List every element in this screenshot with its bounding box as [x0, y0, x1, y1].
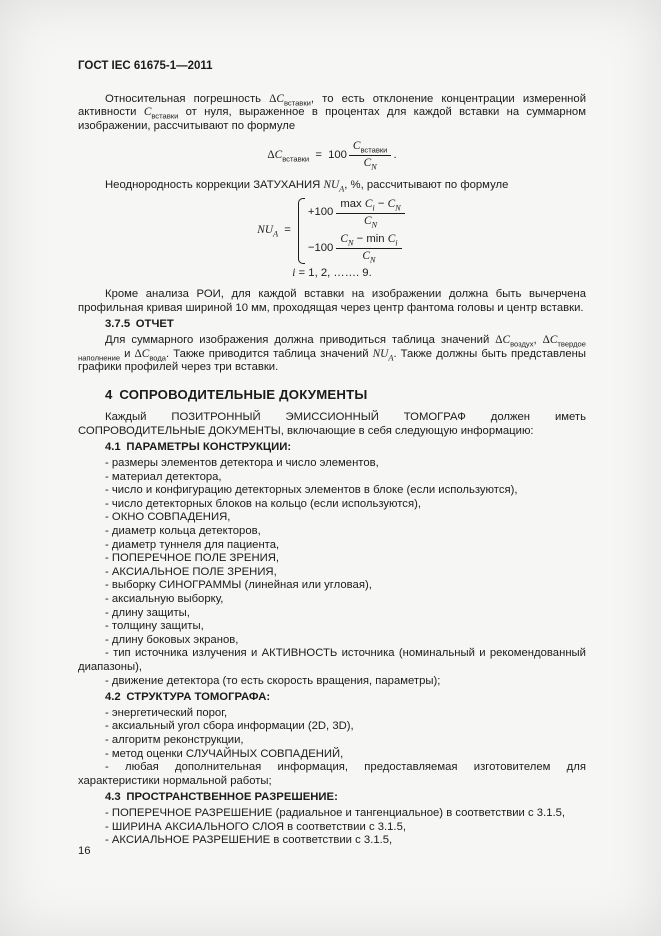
- list-item: - ПОПЕРЕЧНОЕ ПОЛЕ ЗРЕНИЯ,: [105, 552, 280, 565]
- case-min: −100 $\frac{C_N - \min C_i}{C_N}$: [308, 233, 407, 263]
- math-delta: Δ: [267, 149, 275, 162]
- list-design-parameters: [78, 457, 586, 688]
- text-run: от нуля, выраженное в процентах для каждой вставки на суммарном изображении, рассчитывают по формуле: [78, 106, 586, 132]
- formula-nu-attenuation: [78, 198, 586, 263]
- subscript: вставки: [283, 97, 311, 107]
- numerator: $C_{вставки}$: [349, 140, 392, 156]
- page-content: [78, 60, 586, 848]
- formula-lhs: $NU_A$ =: [257, 224, 291, 239]
- heading-section-4: 4 СОПРОВОДИТЕЛЬНЫЕ ДОКУМЕНТЫ: [105, 386, 368, 402]
- coefficient: 100: [328, 149, 347, 162]
- list-item: - ОКНО СОВПАДЕНИЯ,: [105, 511, 231, 524]
- heading-4-2-structure: 4.2 СТРУКТУРА ТОМОГРАФА:: [105, 691, 271, 704]
- heading-3-7-5-report: 3.7.5 ОТЧЕТ: [105, 318, 174, 331]
- math-var: C: [549, 333, 558, 346]
- text-run: и: [120, 347, 135, 360]
- list-item: - алгоритм реконструкции,: [105, 733, 244, 746]
- left-brace: [298, 198, 305, 263]
- list-item: - метод оценки СЛУЧАЙНЫХ СОВПАДЕНИЙ,: [105, 747, 344, 760]
- subscript: вставки: [282, 154, 310, 164]
- list-item: - размеры элементов детектора и число элементов,: [105, 457, 379, 470]
- text-run: Относительная погрешность: [105, 92, 270, 105]
- text-run: , то есть отклонение концентрации измеренной активности: [78, 92, 587, 119]
- list-item: - материал детектора,: [105, 470, 222, 483]
- text-run: . Также должны быть представлены графики профилей через три вставки.: [78, 347, 586, 374]
- period: .: [393, 149, 397, 162]
- formula-delta-c-insert: [78, 140, 586, 170]
- paragraph-section-4-intro: Каждый ПОЗИТРОННЫЙ ЭМИССИОННЫЙ ТОМОГРАФ должен иметь СОПРОВОДИТЕЛЬНЫЕ ДОКУМЕНТЫ, включающие в себя следующую информацию:: [78, 411, 586, 437]
- cases-group: [298, 198, 407, 263]
- list-item: - ШИРИНА АКСИАЛЬНОГО СЛОЯ в соответствии с 3.1.5,: [105, 820, 406, 833]
- text-run: ,: [533, 333, 543, 346]
- fraction: [349, 140, 392, 170]
- list-item: - число детекторных блоков на кольцо (если используются),: [105, 497, 421, 510]
- list-item: - аксиальную выборку,: [105, 593, 224, 605]
- list-item: - аксиальный угол сбора информации (2D, 3D),: [105, 720, 354, 733]
- document-title: ГОСТ IEC 61675-1—2011: [78, 60, 213, 72]
- list-item: - число и конфигурацию детекторных элементов в блоке (если используются),: [105, 484, 518, 497]
- cases-column: [308, 198, 407, 263]
- list-item: - тип источника излучения и АКТИВНОСТЬ источника (номинальный и рекомендованный диапазоны),: [78, 647, 586, 673]
- subscript: вода: [149, 352, 166, 362]
- case-max: +100 $\frac{\max C_i - C_N}{C_N}$: [308, 198, 407, 228]
- math-var: C: [143, 106, 152, 119]
- list-item: - диаметр туннеля для пациента,: [105, 538, 280, 551]
- paragraph-roi: Кроме анализа РОИ, для каждой вставки на изображении должна быть вычерчена профильная кривая шириной 10 мм, проходящая через центр фантома головы и центр вставки.: [78, 288, 586, 314]
- paragraph-report: [78, 334, 586, 375]
- heading-4-3-resolution: 4.3 ПРОСТРАНСТВЕННОЕ РАЗРЕШЕНИЕ:: [105, 791, 338, 804]
- paragraph-relative-error: [78, 93, 586, 134]
- text-run: . Также приводится таблица значений: [166, 347, 373, 360]
- list-item: - длину боковых экранов,: [105, 633, 239, 646]
- subscript: A: [388, 352, 394, 362]
- list-item: - ПОПЕРЕЧНОЕ РАЗРЕШЕНИЕ (радиальное и тангенциальное) в соответствии с 3.1.5,: [105, 806, 566, 819]
- text-run: Для суммарного изображения должна приводиться таблица значений: [105, 333, 496, 346]
- text-run: Неоднородность коррекции ЗАТУХАНИЯ: [105, 178, 324, 191]
- formula-index-line: i = 1, 2, ……. 9.: [292, 266, 372, 279]
- paragraph-nonuniformity: [78, 179, 586, 193]
- subscript: вставки: [151, 111, 179, 121]
- math-var: NU: [372, 347, 389, 360]
- math-var: C: [274, 149, 283, 162]
- math-var: C: [276, 92, 284, 105]
- subscript: A: [339, 183, 345, 193]
- math-delta: Δ: [134, 347, 142, 360]
- list-item: - толщину защиты,: [105, 620, 204, 633]
- subscript: твердое наполнение: [78, 339, 586, 362]
- list-item: - любая дополнительная информация, предоставляемая изготовителем для характеристики нормальной работы;: [78, 761, 586, 787]
- denominator: $C_N$: [363, 156, 377, 172]
- text-run: , %, рассчитывают по формуле: [344, 178, 509, 191]
- math-var: C: [502, 333, 511, 346]
- list-item: - АКСИАЛЬНОЕ РАЗРЕШЕНИЕ в соответствии с 3.1.5,: [105, 834, 393, 847]
- math-delta: Δ: [542, 333, 550, 346]
- subscript: воздух: [510, 339, 534, 349]
- math-var: NU: [323, 178, 340, 191]
- math-delta: Δ: [495, 333, 503, 346]
- list-item: - АКСИАЛЬНОЕ ПОЛЕ ЗРЕНИЯ,: [105, 565, 277, 578]
- list-spatial-resolution: [78, 807, 586, 848]
- list-tomograph-structure: [78, 707, 586, 789]
- equals-sign: =: [312, 149, 326, 162]
- heading-4-1-params: 4.1 ПАРАМЕТРЫ КОНСТРУКЦИИ:: [105, 441, 292, 454]
- list-item: - диаметр кольца детекторов,: [105, 525, 261, 538]
- list-item: - движение детектора (то есть скорость вращения, параметры);: [105, 674, 441, 687]
- math-delta: Δ: [269, 92, 277, 105]
- list-item: - выборку СИНОГРАММЫ (линейная или угловая),: [105, 579, 372, 592]
- list-item: - энергетический порог,: [105, 706, 228, 719]
- math-var: C: [141, 347, 150, 360]
- list-item: - длину защиты,: [105, 606, 190, 619]
- page-number: 16: [78, 845, 91, 857]
